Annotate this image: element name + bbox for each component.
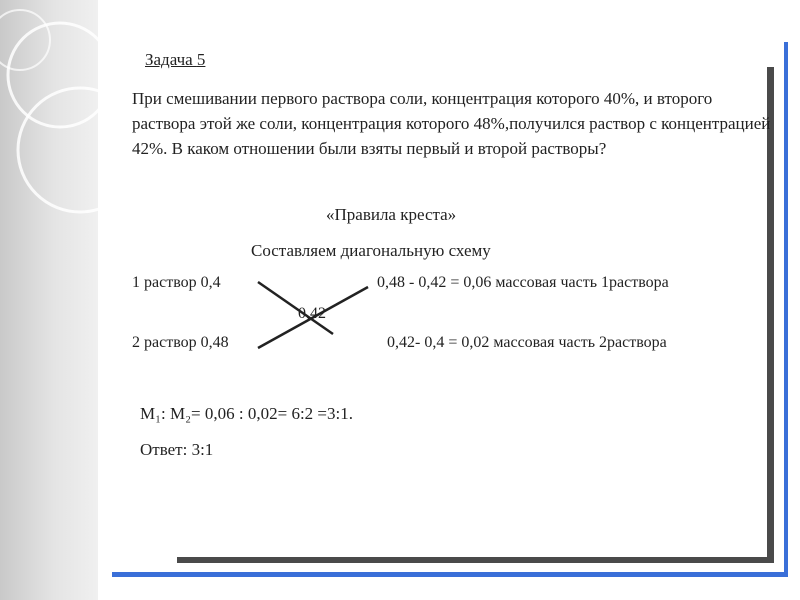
problem-statement: При смешивании первого раствора соли, концентрация которого 40%, и второго раствора этой же соли, концентрация которого 48%,получился раствор с концентрацией 42%. В каком отношении были взяты первый и второй растворы? — [132, 89, 771, 158]
scheme-center-value: 0,42 — [298, 305, 326, 322]
scheme-caption: Составляем диагональную схему — [251, 241, 491, 260]
scheme-row2-left: 2 раствор 0,48 — [132, 334, 229, 351]
scheme-row2-right: 0,42- 0,4 = 0,02 массовая часть 2раствора — [387, 334, 667, 351]
ratio-line: M₁: M₂= 0,06 : 0,02= 6:2 =3:1. — [140, 404, 353, 423]
task-title-number: 5 — [196, 50, 206, 69]
task-title-label: Задача — [145, 50, 197, 69]
answer-line: Ответ: 3:1 — [140, 440, 214, 459]
scheme-row1-left: 1 раствор 0,4 — [132, 274, 221, 291]
rule-title: «Правила креста» — [326, 205, 457, 224]
scheme-row1-right: 0,48 - 0,42 = 0,06 массовая часть 1раствора — [377, 274, 669, 291]
